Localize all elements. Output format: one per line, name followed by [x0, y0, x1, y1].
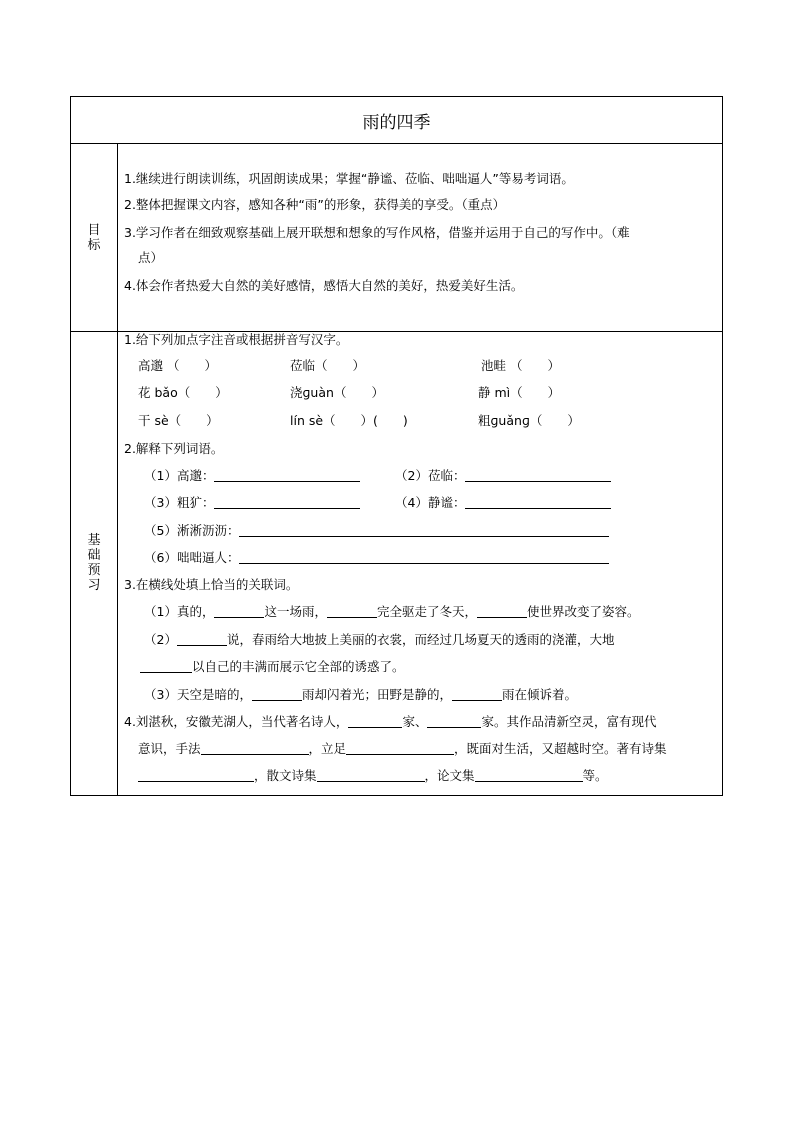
pinyin-item: 粗ɡuǎnɡ（ ）	[478, 413, 580, 428]
define-item	[395, 494, 611, 512]
pinyin-item: 干 sè（ ）	[138, 413, 219, 428]
sentence-text: 雨却闪着光；田野是静的，	[301, 687, 452, 702]
lesson-title: 雨的四季	[71, 97, 722, 144]
objective-item: 4.体会作者热爱大自然的美好感情，感悟大自然的美好，热爱美好生活。	[124, 278, 524, 293]
answer-blank[interactable]	[475, 767, 583, 782]
conjunction-sentence	[144, 631, 614, 649]
answer-blank[interactable]	[138, 767, 254, 782]
sentence-text: （2）	[144, 632, 177, 647]
answer-blank[interactable]	[239, 549, 609, 564]
define-item	[395, 467, 611, 485]
preview-label-cell	[71, 331, 118, 795]
define-item	[144, 522, 609, 540]
pinyin-item: 莅临（ ）	[290, 358, 366, 373]
conjunction-sentence	[140, 658, 405, 676]
sentence-text: 4.刘湛秋，安徽芜湖人，当代著名诗人，	[124, 714, 349, 729]
define-label: （6）咄咄逼人：	[144, 550, 240, 565]
answer-blank[interactable]	[140, 658, 192, 673]
answer-blank[interactable]	[201, 740, 309, 755]
sentence-text: 等。	[582, 768, 608, 783]
sentence-text: 家、	[402, 714, 428, 729]
conjunction-sentence	[144, 603, 640, 621]
question-4-line	[138, 740, 667, 758]
lesson-table	[70, 96, 723, 796]
sentence-text: 完全驱走了冬天，	[376, 604, 477, 619]
sentence-text: 这一场雨，	[264, 604, 327, 619]
define-label: （5）淅淅沥沥：	[144, 523, 240, 538]
objectives-label-cell	[71, 144, 118, 331]
define-label: （4）静谧：	[395, 495, 466, 510]
answer-blank[interactable]	[348, 713, 402, 728]
answer-blank[interactable]	[239, 522, 609, 537]
sentence-text: 以自己的丰满而展示它全部的诱惑了。	[192, 659, 405, 674]
sentence-text: ，立足	[308, 741, 347, 756]
sentence-text: （1）真的，	[144, 604, 215, 619]
answer-blank[interactable]	[177, 631, 227, 646]
define-label: （1）高邈：	[144, 468, 215, 483]
conjunction-sentence	[144, 686, 577, 704]
sentence-text: （3）天空是暗的，	[144, 687, 252, 702]
sentence-text: ，既面对生活，又超越时空。著有诗集	[454, 741, 667, 756]
define-item	[144, 494, 360, 512]
objective-item: 2.整体把握课文内容，感知各种“雨”的形象，获得美的享受。（重点）	[124, 197, 506, 212]
objective-item: 3.学习作者在细致观察基础上展开联想和想象的写作风格，借鉴并运用于自己的写作中。（难	[124, 225, 630, 240]
sentence-text: 家。其作品清新空灵，富有现代	[481, 714, 657, 729]
question-4-line	[138, 767, 608, 785]
pinyin-item: 静 mì（ ）	[478, 385, 561, 400]
answer-blank[interactable]	[317, 767, 425, 782]
define-item	[144, 549, 609, 567]
answer-blank[interactable]	[252, 686, 302, 701]
sentence-text: 意识，手法	[138, 741, 201, 756]
pinyin-item: 高邈 （ ）	[138, 358, 217, 373]
define-label: （2）莅临：	[395, 468, 466, 483]
sentence-text: 说，春雨给大地披上美丽的衣裳，而经过几场夏天的透雨的浇灌，大地	[226, 632, 615, 647]
answer-blank[interactable]	[327, 603, 377, 618]
question-4-line	[124, 713, 656, 731]
sentence-text: ，散文诗集	[254, 768, 317, 783]
answer-blank[interactable]	[465, 494, 611, 509]
answer-blank[interactable]	[452, 686, 502, 701]
define-label: （3）粗犷：	[144, 495, 215, 510]
preview-content	[118, 331, 722, 797]
answer-blank[interactable]	[465, 467, 611, 482]
pinyin-item: 池畦 （ ）	[481, 358, 560, 373]
question-2-title: 2.解释下列词语。	[124, 441, 224, 456]
answer-blank[interactable]	[346, 740, 454, 755]
sentence-text: 使世界改变了姿容。	[526, 604, 640, 619]
define-item	[144, 467, 360, 485]
pinyin-item: lín sè（ ）( )	[290, 413, 408, 428]
preview-label: 基础预习	[87, 533, 101, 593]
answer-blank[interactable]	[214, 467, 360, 482]
pinyin-item: 花 bǎo（ ）	[138, 385, 228, 400]
answer-blank[interactable]	[214, 603, 264, 618]
objectives-label: 目标	[87, 222, 101, 253]
pinyin-item: 浇ɡuàn（ ）	[290, 385, 384, 400]
objective-item: 点）	[138, 250, 164, 265]
question-3-title: 3.在横线处填上恰当的关联词。	[124, 577, 299, 592]
objective-item: 1.继续进行朗读训练，巩固朗读成果；掌握“静谧、莅临、咄咄逼人”等易考词语。	[124, 171, 574, 186]
sentence-text: ，论文集	[424, 768, 475, 783]
answer-blank[interactable]	[427, 713, 481, 728]
objectives-content	[118, 144, 722, 331]
answer-blank[interactable]	[477, 603, 527, 618]
question-1-title: 1.给下列加点字注音或根据拼音写汉字。	[124, 332, 349, 347]
sentence-text: 雨在倾诉着。	[501, 687, 577, 702]
answer-blank[interactable]	[214, 494, 360, 509]
